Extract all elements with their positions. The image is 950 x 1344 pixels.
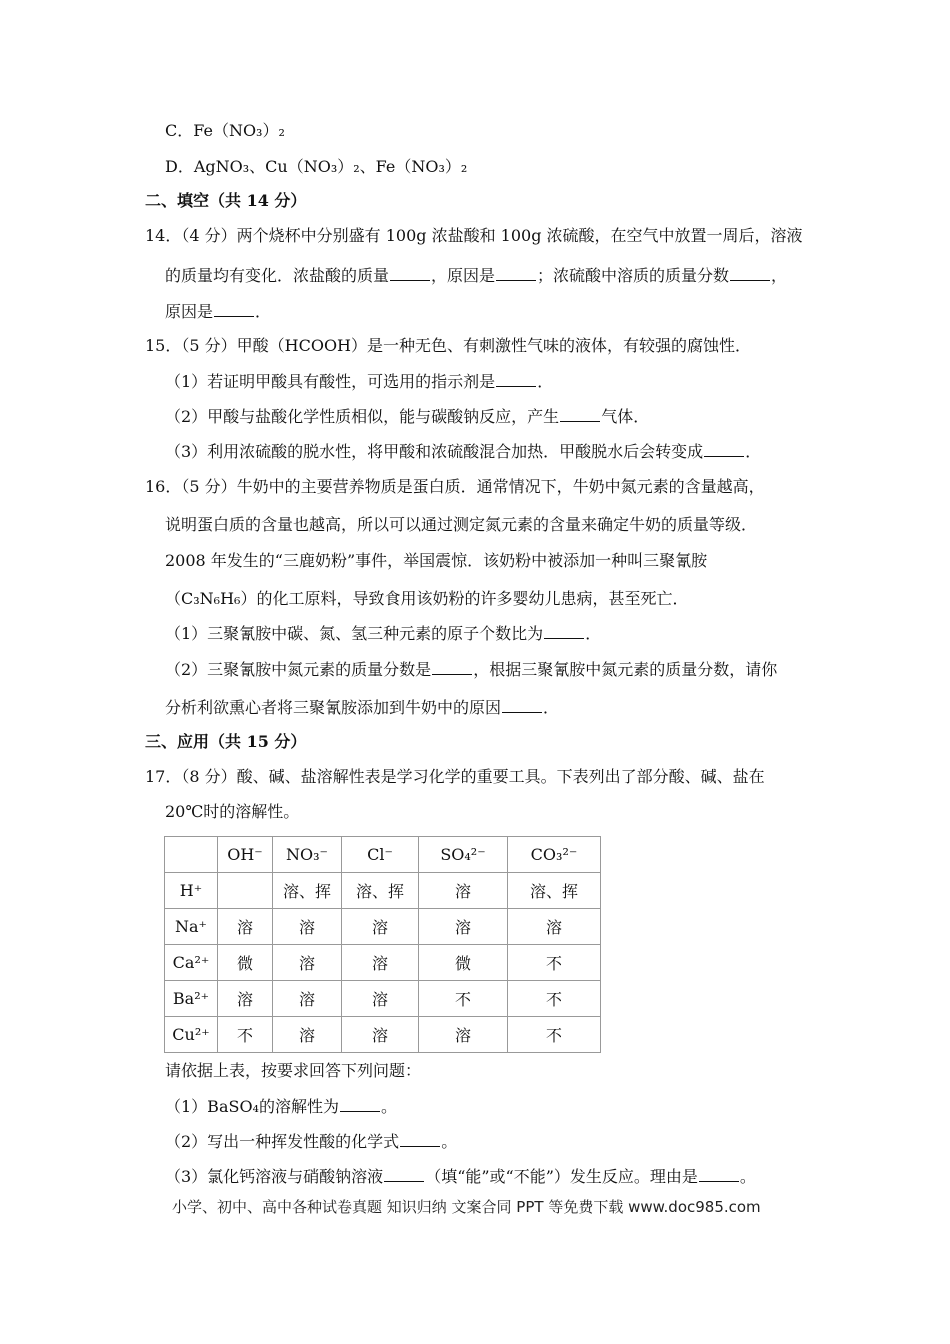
- table-cell: 溶、挥: [342, 873, 419, 909]
- q16-text: ，根据三聚氰胺中氮元素的质量分数，请你: [473, 660, 778, 679]
- q14-text: 的质量均有变化．浓盐酸的质量: [165, 266, 390, 285]
- q17-text: （1）BaSO₄的溶解性为: [165, 1097, 339, 1116]
- q17-text: （3）氯化钙溶液与硝酸钠溶液: [165, 1167, 384, 1186]
- option-c: C．Fe（NO₃）₂: [165, 121, 285, 140]
- table-cell: [218, 873, 273, 909]
- answer-blank[interactable]: [214, 300, 254, 317]
- table-header-cell: SO₄²⁻: [419, 837, 508, 873]
- table-row-header: Ca²⁺: [165, 945, 218, 981]
- q16-text: （2）三聚氰胺中氮元素的质量分数是: [165, 660, 432, 679]
- q17-text: （2）写出一种挥发性酸的化学式: [165, 1132, 400, 1151]
- q16-line2: 说明蛋白质的含量也越高，所以可以通过测定氮元素的含量来确定牛奶的质量等级．: [165, 515, 758, 534]
- q15-part1: [165, 370, 553, 393]
- answer-blank[interactable]: [502, 696, 542, 713]
- table-header-cell: CO₃²⁻: [508, 837, 601, 873]
- answer-blank[interactable]: [496, 370, 536, 387]
- answer-blank[interactable]: [699, 1165, 739, 1182]
- table-row: [165, 981, 601, 1017]
- q16-line4: （C₃N₆H₆）的化工原料，导致食用该奶粉的许多婴幼儿患病，甚至死亡．: [165, 589, 689, 608]
- table-cell: 溶: [419, 1017, 508, 1053]
- answer-blank[interactable]: [400, 1130, 440, 1147]
- table-cell: 不: [508, 945, 601, 981]
- q17-text: （填“能”或“不能”）发生反应。理由是: [425, 1167, 698, 1186]
- table-header-cell: NO₃⁻: [273, 837, 342, 873]
- q15-text: （2）甲酸与盐酸化学性质相似，能与碳酸钠反应，产生: [165, 407, 560, 426]
- table-cell: 微: [218, 945, 273, 981]
- table-header-cell: OH⁻: [218, 837, 273, 873]
- table-cell: 溶、挥: [508, 873, 601, 909]
- q17-line1: 17．（8 分）酸、碱、盐溶解性表是学习化学的重要工具。下表列出了部分酸、碱、盐在: [145, 767, 765, 786]
- table-row-header: Ba²⁺: [165, 981, 218, 1017]
- q15-line1: 15．（5 分）甲酸（HCOOH）是一种无色、有刺激性气味的液体，有较强的腐蚀性．: [145, 336, 752, 355]
- q15-text: ．: [537, 372, 554, 391]
- table-cell: 溶: [218, 981, 273, 1017]
- table-cell: 溶: [342, 909, 419, 945]
- table-row: [165, 873, 601, 909]
- q17-part1: [165, 1095, 397, 1118]
- q14-text: 原因是: [165, 302, 214, 321]
- table-row: [165, 945, 601, 981]
- table-row-header: Cu²⁺: [165, 1017, 218, 1053]
- table-header-cell: [165, 837, 218, 873]
- q17-text: 。: [441, 1132, 458, 1151]
- q16-line1: 16．（5 分）牛奶中的主要营养物质是蛋白质．通常情况下，牛奶中氮元素的含量越高，: [145, 477, 765, 496]
- section-2-heading: 二、填空（共 14 分）: [145, 191, 307, 210]
- q14-text: ，: [771, 266, 788, 285]
- q17-ask: 请依据上表，按要求回答下列问题：: [165, 1061, 422, 1080]
- section-3-heading: 三、应用（共 15 分）: [145, 732, 307, 751]
- solubility-table: [164, 836, 601, 1053]
- q16-part1: [165, 622, 601, 645]
- table-row-header: Na⁺: [165, 909, 218, 945]
- q15-text: （3）利用浓硫酸的脱水性，将甲酸和浓硫酸混合加热．甲酸脱水后会转变成: [165, 442, 704, 461]
- q17-text: 。: [739, 1167, 756, 1186]
- option-d: D．AgNO₃、Cu（NO₃）₂、Fe（NO₃）₂: [165, 157, 468, 176]
- q16-part2: [165, 658, 777, 681]
- q15-part2: [165, 405, 649, 428]
- q16-text: 分析利欲熏心者将三聚氰胺添加到牛奶中的原因: [165, 698, 502, 717]
- answer-blank[interactable]: [544, 622, 584, 639]
- table-row-header: H⁺: [165, 873, 218, 909]
- q15-text: 气体．: [601, 407, 650, 426]
- q14-text: ，原因是: [431, 266, 496, 285]
- answer-blank[interactable]: [390, 264, 430, 281]
- q14-line1: 14．（4 分）两个烧杯中分别盛有 100g 浓盐酸和 100g 浓硫酸，在空气中放置一周后，溶液: [145, 226, 803, 245]
- table-cell: 溶: [342, 945, 419, 981]
- q16-part3: [165, 696, 559, 719]
- q15-text: ．: [745, 442, 762, 461]
- q16-line3: 2008 年发生的“三鹿奶粉”事件，举国震惊．该奶粉中被添加一种叫三聚氰胺: [165, 551, 708, 570]
- table-cell: 溶: [342, 981, 419, 1017]
- q15-part3: [165, 440, 761, 463]
- table-cell: 溶: [273, 945, 342, 981]
- q14-line3: [165, 300, 271, 323]
- table-cell: 溶: [218, 909, 273, 945]
- table-cell: 溶: [273, 1017, 342, 1053]
- table-cell: 不: [508, 1017, 601, 1053]
- table-header-row: [165, 837, 601, 873]
- q17-line2: 20℃时的溶解性。: [165, 802, 300, 821]
- answer-blank[interactable]: [496, 264, 536, 281]
- answer-blank[interactable]: [340, 1095, 380, 1112]
- table-cell: 不: [508, 981, 601, 1017]
- q15-text: （1）若证明甲酸具有酸性，可选用的指示剂是: [165, 372, 496, 391]
- answer-blank[interactable]: [730, 264, 770, 281]
- table-cell: 不: [419, 981, 508, 1017]
- q17-part2: [165, 1130, 457, 1153]
- q16-text: ．: [585, 624, 602, 643]
- table-cell: 溶: [419, 909, 508, 945]
- answer-blank[interactable]: [432, 658, 472, 675]
- table-cell: 溶: [508, 909, 601, 945]
- q17-text: 。: [380, 1097, 397, 1116]
- answer-blank[interactable]: [384, 1165, 424, 1182]
- table-cell: 不: [218, 1017, 273, 1053]
- table-header-cell: Cl⁻: [342, 837, 419, 873]
- q16-text: ．: [543, 698, 560, 717]
- table-cell: 溶: [342, 1017, 419, 1053]
- q14-text: ；浓硫酸中溶质的质量分数: [537, 266, 730, 285]
- table-cell: 溶: [273, 909, 342, 945]
- table-row: [165, 909, 601, 945]
- q16-text: （1）三聚氰胺中碳、氮、氢三种元素的原子个数比为: [165, 624, 544, 643]
- table-row: [165, 1017, 601, 1053]
- table-cell: 微: [419, 945, 508, 981]
- table-cell: 溶: [273, 981, 342, 1017]
- answer-blank[interactable]: [704, 440, 744, 457]
- table-cell: 溶: [419, 873, 508, 909]
- footer-watermark: 小学、初中、高中各种试卷真题 知识归纳 文案合同 PPT 等免费下载 www.doc985.com: [172, 1198, 761, 1216]
- q17-part3: [165, 1165, 756, 1188]
- answer-blank[interactable]: [560, 405, 600, 422]
- table-cell: 溶、挥: [273, 873, 342, 909]
- q14-text: ．: [255, 302, 272, 321]
- q14-line2: [165, 264, 787, 287]
